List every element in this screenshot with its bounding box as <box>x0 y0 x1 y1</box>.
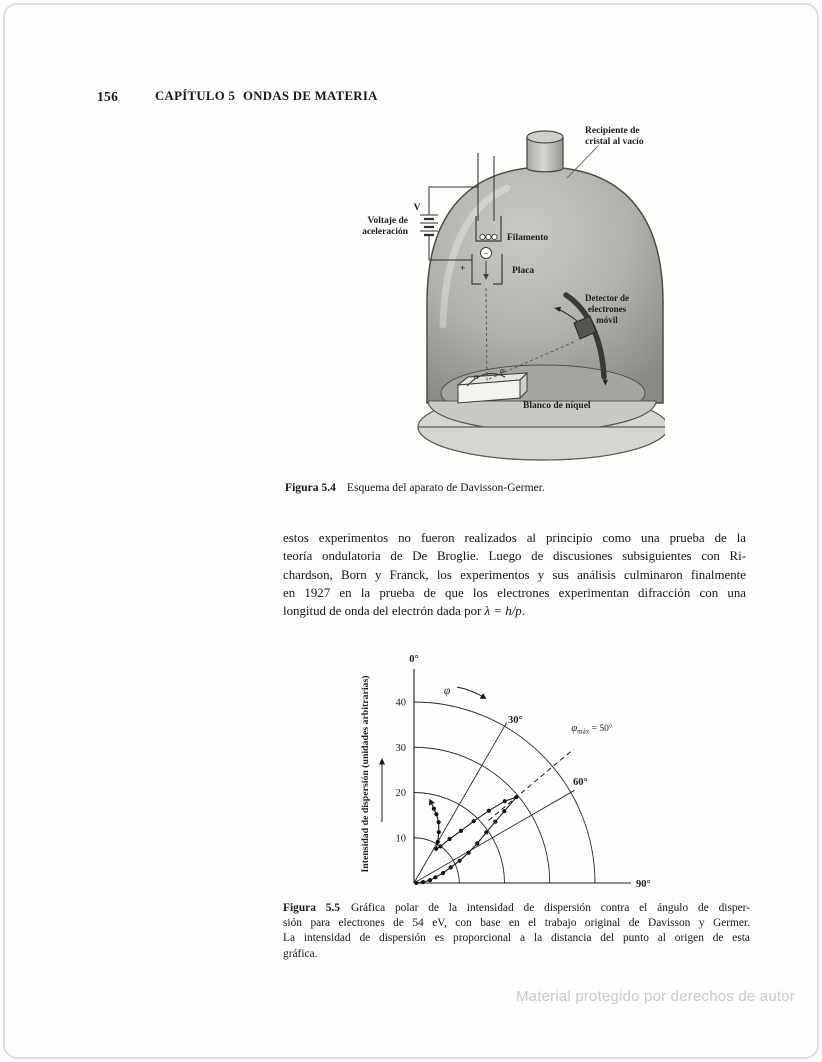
data-point <box>449 865 453 869</box>
figure-5-4-caption <box>285 481 705 494</box>
data-point <box>434 847 438 851</box>
detector-label-line1: Detector de <box>584 293 630 303</box>
plus-sign: + <box>460 264 466 274</box>
jar-neck-rim <box>527 131 563 143</box>
plate-label: Placa <box>512 266 535 276</box>
polar-chart <box>340 650 670 895</box>
figure-5-4-apparatus <box>355 120 665 465</box>
body-paragraph <box>283 529 746 620</box>
chapter-label: CAPÍTULO 5 <box>155 89 236 103</box>
nickel-target <box>458 373 527 403</box>
vessel-label-line2: cristal al vacío <box>585 137 644 147</box>
voltage-label-line1: Voltaje de <box>367 216 408 226</box>
data-point <box>437 830 441 834</box>
angle-tick-label: 0° <box>409 654 419 665</box>
page-number: 156 <box>97 89 119 104</box>
paragraph-line: estos experimentos no fueron realizados al principio como una prueba de la <box>283 531 746 545</box>
radial-tick-label: 20 <box>395 788 406 799</box>
data-point <box>458 859 462 863</box>
paragraph-line: teoría ondulatoria de De Broglie. Luego de discusiones subsiguientes con Ri- <box>283 549 746 564</box>
peak-annotation-label: $\varphi_{máx} = 50^\circ$ <box>571 723 613 736</box>
filament-coil-icon <box>480 234 485 239</box>
caption-label: Figura 5.4 <box>285 481 336 494</box>
radial-tick-label: 40 <box>395 697 406 709</box>
caption-line: sión para electrones de 54 eV, con base en el trabajo original de Davisson y Germer. <box>283 917 750 930</box>
voltmeter-label: V <box>413 203 421 213</box>
angle-tick-label: 30° <box>508 715 523 726</box>
phi-label: φ <box>500 365 505 375</box>
caption-line <box>283 901 750 916</box>
paragraph-line <box>283 602 746 620</box>
grid-arc <box>414 793 505 884</box>
angle-tick-label: 90° <box>636 879 651 890</box>
filament-label: Filamento <box>507 233 549 243</box>
chapter-title: ONDAS DE MATERIA <box>243 89 378 103</box>
radial-tick-label: 30 <box>395 742 406 754</box>
caption-label: Figura 5.5 <box>283 902 340 914</box>
data-point <box>421 880 425 884</box>
detector-label-line3: móvil <box>596 315 618 325</box>
data-point <box>433 875 437 879</box>
data-point <box>414 881 418 885</box>
data-point <box>484 830 488 834</box>
data-point <box>434 812 438 816</box>
phi-direction-arrow <box>457 687 485 698</box>
caption-line: La intensidad de dispersión es proporcional a la distancia del punto al origen de esta <box>283 932 750 945</box>
paragraph-text: longitud de onda del electrón dada por <box>283 604 485 619</box>
data-point <box>448 837 452 841</box>
radial-tick-label: 10 <box>395 833 406 845</box>
voltage-label-line2: aceleración <box>362 227 408 237</box>
data-point <box>437 820 441 824</box>
paragraph-line: en 1927 en la prueba de que los electrones experimentan difracción con una <box>283 585 746 600</box>
data-point <box>459 829 463 833</box>
paragraph-text: . <box>521 604 525 619</box>
caption-line: gráfica. <box>283 947 318 960</box>
data-point <box>502 809 506 813</box>
detector-label-line2: electrones <box>587 304 627 314</box>
data-point <box>472 819 476 823</box>
data-point <box>514 795 518 799</box>
data-point <box>475 841 479 845</box>
figure-5-5-caption <box>283 901 750 962</box>
filament-coil-icon <box>486 234 491 239</box>
filament-coil-icon <box>492 234 497 239</box>
data-point <box>441 871 445 875</box>
formula-lambda: λ = h/p <box>484 604 522 619</box>
phi-direction-label: φ <box>443 685 451 697</box>
data-point <box>493 820 497 824</box>
battery-icon <box>420 215 438 235</box>
angle-tick-label: 60° <box>573 777 588 788</box>
data-point <box>503 799 507 803</box>
data-curve <box>416 797 516 883</box>
peak-annotation-line <box>489 749 574 820</box>
electron-minus-sign: − <box>483 248 489 259</box>
data-point <box>428 878 432 882</box>
dish-front-rim <box>418 427 665 460</box>
target-label: Blanco de níquel <box>523 401 591 411</box>
arrowhead-icon <box>379 758 385 765</box>
paragraph-line: chardson, Born y Franck, los experimentos y sus análisis culminaron finalmente <box>283 567 746 582</box>
data-point <box>436 840 440 844</box>
data-point <box>439 844 443 848</box>
caption-text: Esquema del aparato de Davisson-Germer. <box>346 481 545 494</box>
vessel-label-line1: Recipiente de <box>585 126 640 136</box>
grid-arc <box>414 702 595 883</box>
radial-axis-label: Intensidad de dispersión (unidades arbitrarias) <box>360 675 371 873</box>
caption-text: Gráfica polar de la intensidad de dispersión contra el ángulo de disper- <box>350 902 750 914</box>
copyright-watermark: Material protegido por derechos de autor <box>516 988 795 1005</box>
data-point <box>467 851 471 855</box>
alpha-label: α <box>474 371 479 381</box>
data-point <box>487 809 491 813</box>
